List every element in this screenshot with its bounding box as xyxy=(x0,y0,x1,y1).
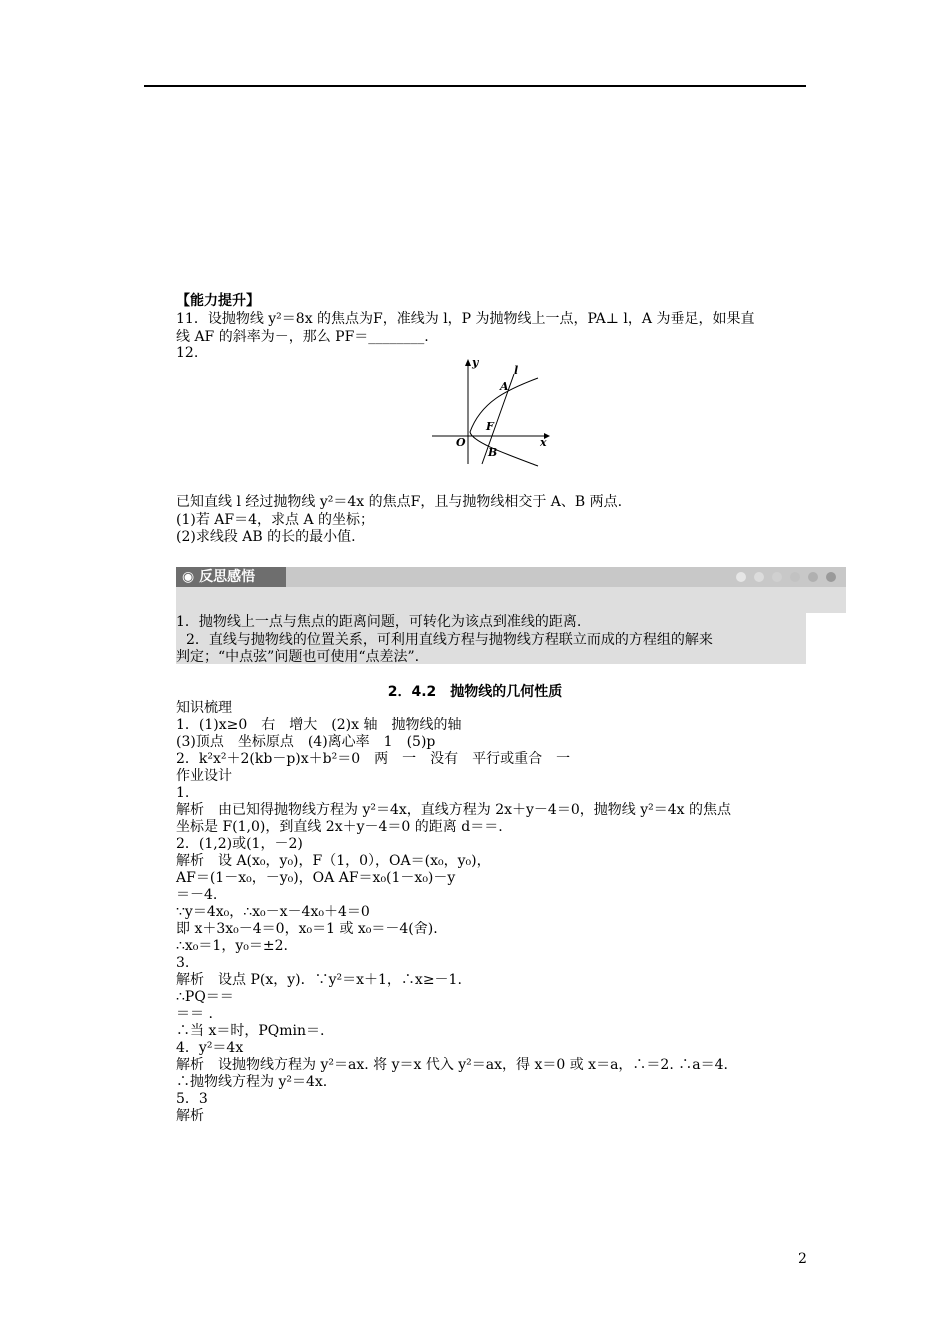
point-a-label: A xyxy=(500,380,509,393)
reflection-strip xyxy=(286,567,846,587)
body-line: AF＝(1－x₀，－y₀)，OA AF＝x₀(1－x₀)－y xyxy=(176,870,456,886)
dot-icon xyxy=(736,572,746,582)
focus-f-label: F xyxy=(486,420,494,433)
body-line: 解析 xyxy=(176,1108,204,1124)
section-title: 2．4.2 抛物线的几何性质 xyxy=(387,684,563,700)
body-line: 知识梳理 xyxy=(176,700,232,716)
origin-label: O xyxy=(456,436,466,449)
body-line: ∴x₀＝1，y₀＝±2. xyxy=(176,938,288,954)
body-line: 解析 设点 P(x，y)．∵y²＝x＋1，∴x≥－1. xyxy=(176,972,462,988)
line-l-label: l xyxy=(514,364,519,377)
reflection-item-1: 1．抛物线上一点与焦点的距离问题，可转化为该点到准线的距离. xyxy=(176,614,582,630)
body-line: 解析 设 A(x₀，y₀)，F（1，0），OA＝(x₀，y₀)， xyxy=(176,853,491,869)
body-line: 作业设计 xyxy=(176,768,232,784)
reflection-item-2a: 2．直线与抛物线的位置关系，可利用直线方程与抛物线方程联立而成的方程组的解来 xyxy=(186,632,713,648)
question-12-line-2: (1)若 AF＝4，求点 A 的坐标； xyxy=(176,512,375,528)
body-line: 4．y²＝4x xyxy=(176,1040,244,1056)
body-line: ∵y＝4x₀，∴x₀－x－4x₀＋4＝0 xyxy=(176,904,370,920)
question-11-line-2: 线 AF 的斜率为－，那么 PF＝________. xyxy=(176,329,429,345)
body-line: (3)顶点 坐标原点 (4)离心率 1 (5)p xyxy=(176,734,436,750)
y-label: y xyxy=(472,356,479,369)
question-11-line-1: 11．设抛物线 y²＝8x 的焦点为F，准线为 l，P 为抛物线上一点，PA⊥ l，A 为垂足，如果直 xyxy=(176,311,755,327)
reflection-item-2b: 判定；“中点弦”问题也可使用“点差法”. xyxy=(176,649,420,665)
dot-icon xyxy=(808,572,818,582)
body-line: 1．(1)x≥0 右 增大 (2)x 轴 抛物线的轴 xyxy=(176,717,462,733)
dot-icon xyxy=(772,572,782,582)
body-line: ＝－4. xyxy=(176,887,218,903)
question-12-line-1: 已知直线 l 经过抛物线 y²＝4x 的焦点F，且与抛物线相交于 A、B 两点. xyxy=(176,494,623,510)
body-line: 2．k²x²＋2(kb－p)x＋b²＝0 两 一 没有 平行或重合 一 xyxy=(176,751,571,767)
question-12-number: 12. xyxy=(176,345,199,361)
body-line: 即 x＋3x₀－4＝0，x₀＝1 或 x₀＝－4(舍). xyxy=(176,921,438,937)
reflection-tab: ◉ 反思感悟 xyxy=(176,567,286,587)
y-axis-arrow xyxy=(465,359,471,366)
body-line: 5．3 xyxy=(176,1091,208,1107)
body-line: ＝＝ . xyxy=(176,1006,213,1022)
body-line: ∴抛物线方程为 y²＝4x. xyxy=(176,1074,328,1090)
decorative-dots xyxy=(736,572,836,582)
question-12-line-3: (2)求线段 AB 的长的最小值. xyxy=(176,529,356,545)
body-line: 2．(1,2)或(1，－2) xyxy=(176,836,303,852)
dot-icon xyxy=(826,572,836,582)
parabola-figure xyxy=(426,354,556,468)
section-heading: 【能力提升】 xyxy=(176,293,260,309)
body-line: 1. xyxy=(176,785,190,801)
top-rule xyxy=(144,85,806,87)
point-b-label: B xyxy=(488,446,498,459)
body-line: ∴当 x＝时，PQmin＝. xyxy=(176,1023,325,1039)
body-line: 解析 由已知得抛物线方程为 y²＝4x，直线方程为 2x＋y－4＝0，抛物线 y²＝4x 的焦点 xyxy=(176,802,731,818)
page-number: 2 xyxy=(798,1251,807,1267)
body-line: 3. xyxy=(176,955,190,971)
dot-icon xyxy=(790,572,800,582)
body-line: 坐标是 F(1,0)，到直线 2x＋y－4＝0 的距离 d＝＝. xyxy=(176,819,503,835)
dot-icon xyxy=(754,572,764,582)
body-line: 解析 设抛物线方程为 y²＝ax. 将 y＝x 代入 y²＝ax，得 x＝0 或 x＝a，∴＝2. ∴a＝4. xyxy=(176,1057,728,1073)
body-line: ∴PQ＝＝ xyxy=(176,989,234,1005)
x-label: x xyxy=(540,436,547,449)
